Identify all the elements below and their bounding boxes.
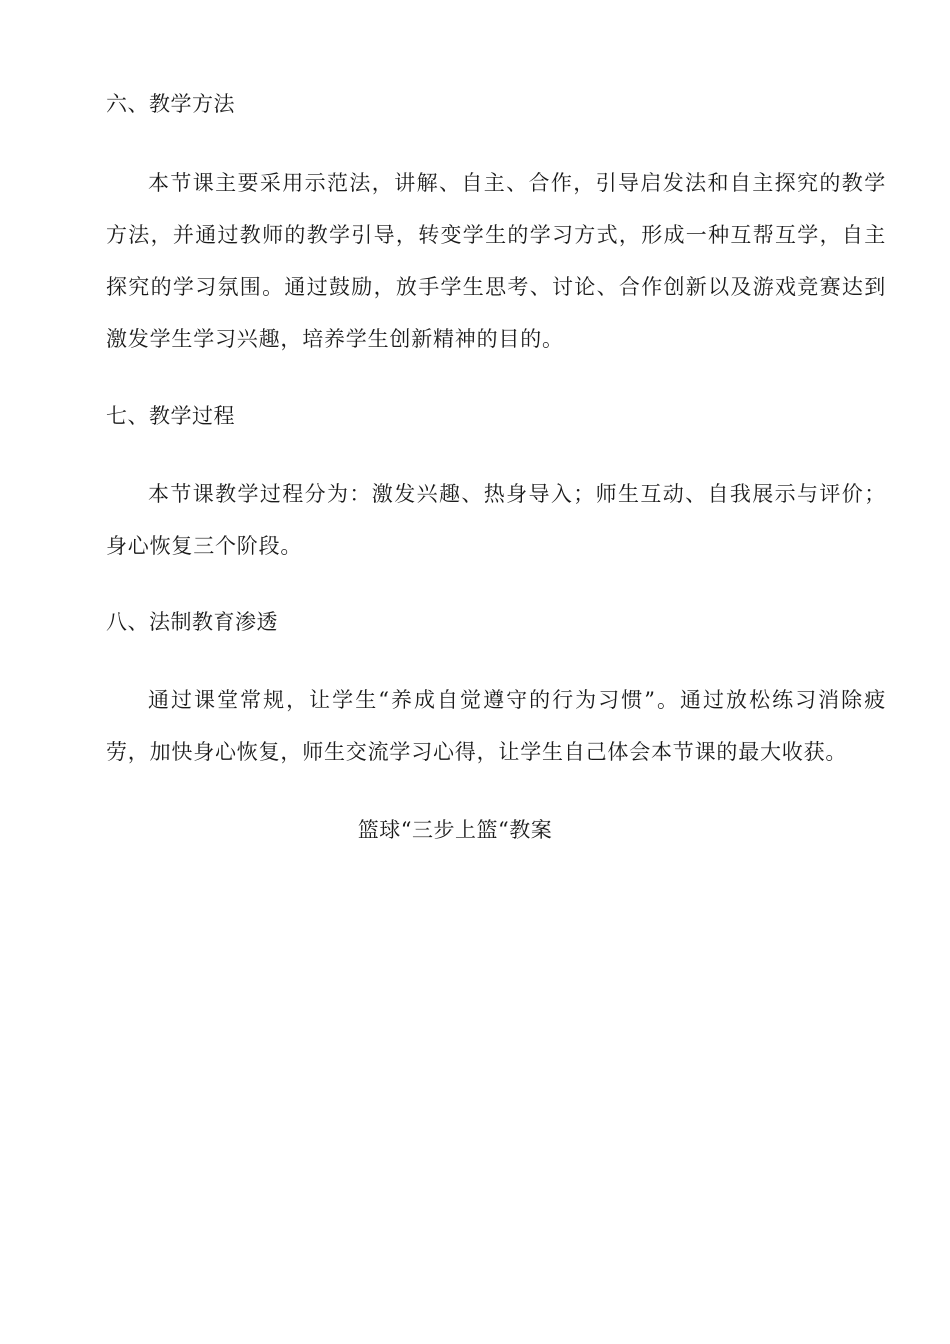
section-heading-teaching-process: 七、教学过程 (106, 404, 235, 428)
section-body-legal-education: 通过课堂常规，让学生“养成自觉遵守的行为习惯”。通过放松练习消除疲劳，加快身心恢复，师生交流学习心得，让学生自己体会本节课的最大收获。 (106, 688, 886, 764)
section-body-teaching-methods: 本节课主要采用示范法，讲解、自主、合作，引导启发法和自主探究的教学方法，并通过教师的教学引导，转变学生的学习方式，形成一种互帮互学，自主探究的学习氛围。通过鼓励，放手学生思考、讨论、合作创新以及游戏竞赛达到激发学生学习兴趣，培养学生创新精神的目的。 (106, 171, 886, 351)
section-heading-legal-education: 八、法制教育渗透 (106, 610, 278, 634)
section-body-teaching-process: 本节课教学过程分为：激发兴趣、热身导入；师生互动、自我展示与评价；身心恢复三个阶段。 (106, 482, 886, 558)
section-heading-teaching-methods: 六、教学方法 (106, 92, 235, 116)
next-document-title: 篮球“三步上篮“教案 (357, 818, 553, 842)
